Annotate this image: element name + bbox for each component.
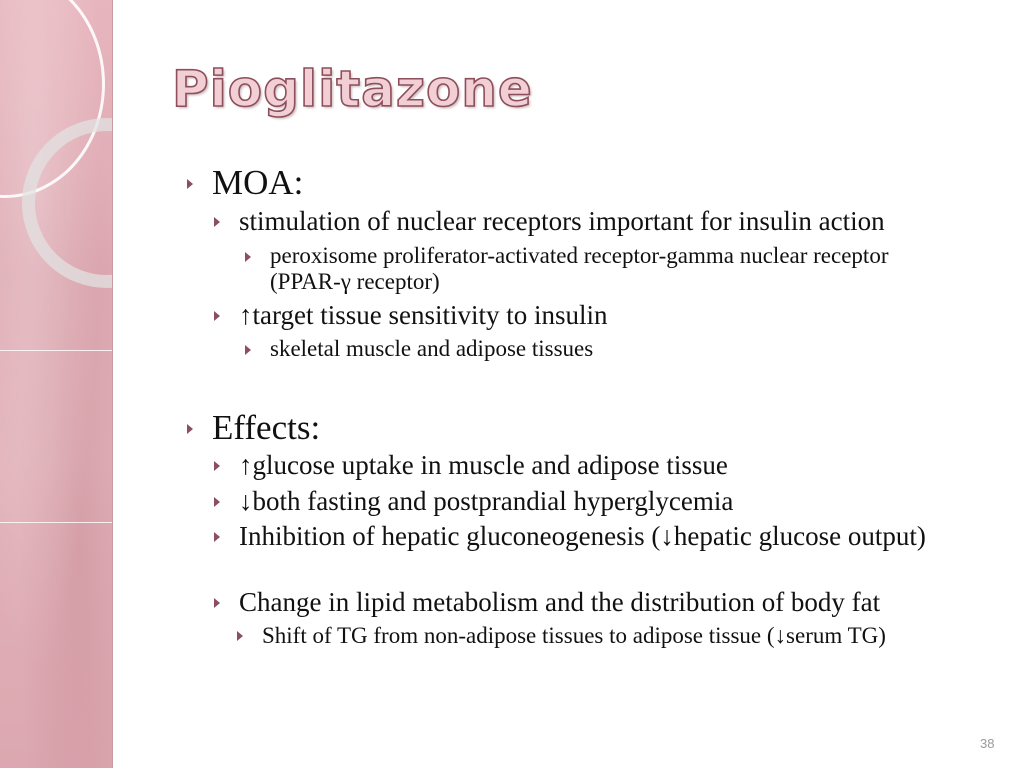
list-item: ↑glucose uptake in muscle and adipose tissue xyxy=(239,450,728,480)
sub-list-item: Shift of TG from non-adipose tissues to adipose tissue (↓serum TG) xyxy=(262,623,886,648)
bullet-arrow-icon xyxy=(187,424,193,434)
list-item: Inhibition of hepatic gluconeogenesis (↓hepatic glucose output) xyxy=(239,521,926,551)
bullet-arrow-icon xyxy=(214,497,220,507)
bullet-arrow-icon xyxy=(214,598,220,608)
bullet-arrow-icon xyxy=(214,311,220,321)
bullet-arrow-icon xyxy=(237,631,243,641)
bullet-arrow-icon xyxy=(245,252,251,262)
list-item: stimulation of nuclear receptors important for insulin action xyxy=(239,206,885,236)
section-heading-effects: Effects: xyxy=(212,408,321,447)
slide-title: Pioglitazone xyxy=(172,60,533,118)
bullet-arrow-icon xyxy=(214,532,220,542)
sub-list-item: skeletal muscle and adipose tissues xyxy=(270,336,594,361)
bullet-arrow-icon xyxy=(214,461,220,471)
bullet-arrow-icon xyxy=(187,179,193,189)
page-number: 38 xyxy=(980,736,995,751)
sub-list-item: peroxisome proliferator-activated receptor-gamma nuclear receptor (PPAR-γ receptor) xyxy=(270,243,889,294)
list-item: ↓both fasting and postprandial hyperglycemia xyxy=(239,486,734,516)
list-item: ↑target tissue sensitivity to insulin xyxy=(239,300,608,330)
section-heading-moa: MOA: xyxy=(212,163,304,202)
bullet-arrow-icon xyxy=(245,345,251,355)
list-item: Change in lipid metabolism and the distribution of body fat xyxy=(239,587,881,617)
bullet-arrow-icon xyxy=(214,217,220,227)
